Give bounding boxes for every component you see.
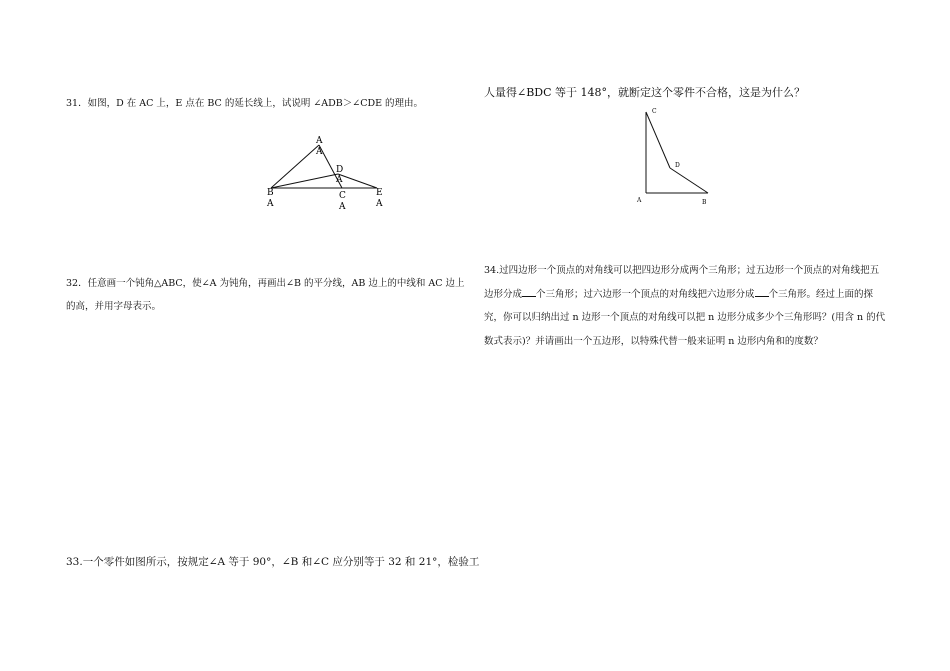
question-33-text: 33.一个零件如图所示，按规定∠A 等于 90°，∠B 和∠C 应分别等于 32 和 21°，检验工 (66, 556, 480, 568)
label-b: B (702, 199, 707, 206)
question-31-text: 31．如图，D 在 AC 上，E 点在 BC 的延长线上，试说明 ∠ADB＞∠CDE 的理由。 (66, 98, 424, 109)
question-34-line1: 34.过四边形一个顶点的对角线可以把四边形分成两个三角形；过五边形一个顶点的对角线把五 (484, 265, 880, 276)
question-32-line2: 的高，并用字母表示。 (66, 301, 162, 312)
question-33-figure (632, 104, 722, 204)
label-e: E (376, 188, 383, 198)
answer-blank-pentagon[interactable] (522, 286, 536, 297)
answer-blank-hexagon[interactable] (755, 286, 769, 297)
question-32-line1: 32．任意画一个钝角△ABC，使∠A 为钝角，再画出∠B 的平分线，AB 边上的中线和 AC 边上 (66, 278, 465, 289)
segment-de (338, 174, 377, 188)
question-34-line2-part1: 边形分成 (484, 288, 523, 300)
label-a: A (637, 197, 642, 204)
question-33-continuation: 人量得∠BDC 等于 148°，就断定这个零件不合格，这是为什么？ (484, 86, 806, 99)
label-d: D (336, 165, 344, 175)
label-d: D (675, 162, 680, 169)
label-d-sub: A (336, 175, 343, 185)
label-b: B (267, 188, 274, 198)
label-c-sub: A (339, 202, 346, 212)
segment-bd (271, 174, 338, 188)
question-31-figure (262, 132, 392, 212)
label-e-sub: A (376, 199, 383, 209)
segment-ab (271, 145, 319, 188)
label-b-sub: A (267, 199, 274, 209)
question-34-line2-part3: 个三角形。经过上面的探 (768, 288, 874, 300)
question-34-line4: 数式表示)？并请画出一个五边形，以特殊代替一般来证明 n 边形内角和的度数？ (484, 335, 823, 347)
side-cd (646, 112, 670, 168)
label-a: A (316, 136, 323, 146)
question-34-line3: 究，你可以归纳出过 n 边形一个顶点的对角线可以把 n 边形分成多少个三角形吗？(用含 n 的代 (484, 312, 886, 323)
label-c: C (652, 108, 657, 115)
question-34 (484, 259, 889, 353)
question-34-line2-part2: 个三角形；过六边形一个顶点的对角线把六边形分成 (536, 288, 755, 300)
question-34-line2 (484, 283, 889, 307)
label-a-sub: A (316, 147, 323, 157)
label-c: C (339, 191, 346, 201)
side-db (670, 168, 708, 193)
